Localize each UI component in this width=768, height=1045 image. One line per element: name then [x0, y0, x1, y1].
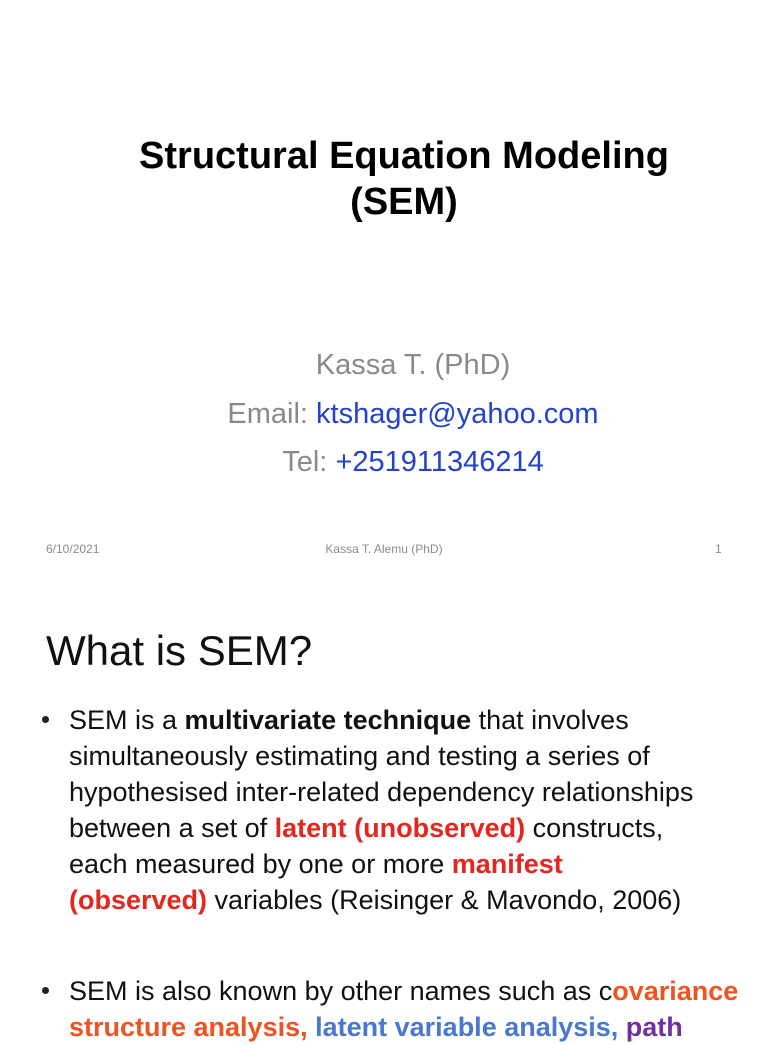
term-manifest: manifest [451, 849, 563, 879]
term-observed: (observed) [69, 885, 208, 915]
bullet-item-definition [0, 702, 768, 918]
bullet-list [0, 702, 768, 1042]
slide-title [40, 133, 768, 225]
bullet-line [69, 846, 768, 882]
bullet-item-other-names [0, 973, 768, 1042]
term-path: path [618, 1012, 683, 1042]
slide-2 [0, 576, 768, 1042]
bullet-line [69, 973, 768, 1009]
bullet-line [69, 738, 768, 774]
email-label: Email: [227, 397, 308, 430]
term-multivariate-technique: multivariate technique [184, 705, 472, 735]
bullet-marker [42, 716, 49, 723]
term-covariance: ovariance [612, 976, 739, 1006]
text-run: variables (Reisinger & Mavondo, 2006) [207, 885, 682, 915]
slide-title-line-2: (SEM) [350, 181, 458, 223]
bullet-line [69, 774, 768, 810]
tel-line [58, 438, 768, 487]
tel-link[interactable]: +251911346214 [335, 446, 544, 478]
bullet-line [69, 702, 768, 738]
author-name: Kassa T. (PhD) [315, 349, 511, 381]
slide-heading: What is SEM? [46, 627, 313, 674]
contact-block [58, 341, 768, 487]
text-run: SEM is a [69, 705, 185, 735]
term-structure-analysis: structure analysis, [69, 1012, 308, 1042]
text-run: that involves [471, 705, 629, 735]
text-run: constructs, [525, 813, 664, 843]
footer-page-number: 1 [715, 542, 722, 556]
text-run: SEM is also known by other names such as c [69, 976, 613, 1006]
text-run: hypothesised inter-related dependency relationships [69, 777, 694, 807]
email-link[interactable]: ktshager@yahoo.com [316, 397, 599, 430]
email-line [58, 390, 768, 439]
text-run: each measured by one or more [69, 849, 452, 879]
bullet-line [69, 882, 768, 918]
footer-date: 6/10/2021 [46, 542, 100, 556]
text-run: simultaneously estimating and testing a series of [69, 741, 650, 771]
term-latent-unobserved: latent (unobserved) [274, 813, 526, 843]
slide-title-line-1: Structural Equation Modeling [139, 135, 669, 177]
bullet-line [69, 810, 768, 846]
text-run: between a set of [69, 813, 275, 843]
tel-label: Tel: [282, 446, 328, 478]
bullet-marker [42, 987, 49, 994]
term-latent-variable-analysis: latent variable analysis, [307, 1012, 619, 1042]
bullet-line-cut-off [69, 1009, 768, 1042]
footer-presenter: Kassa T. Alemu (PhD) [325, 542, 443, 556]
